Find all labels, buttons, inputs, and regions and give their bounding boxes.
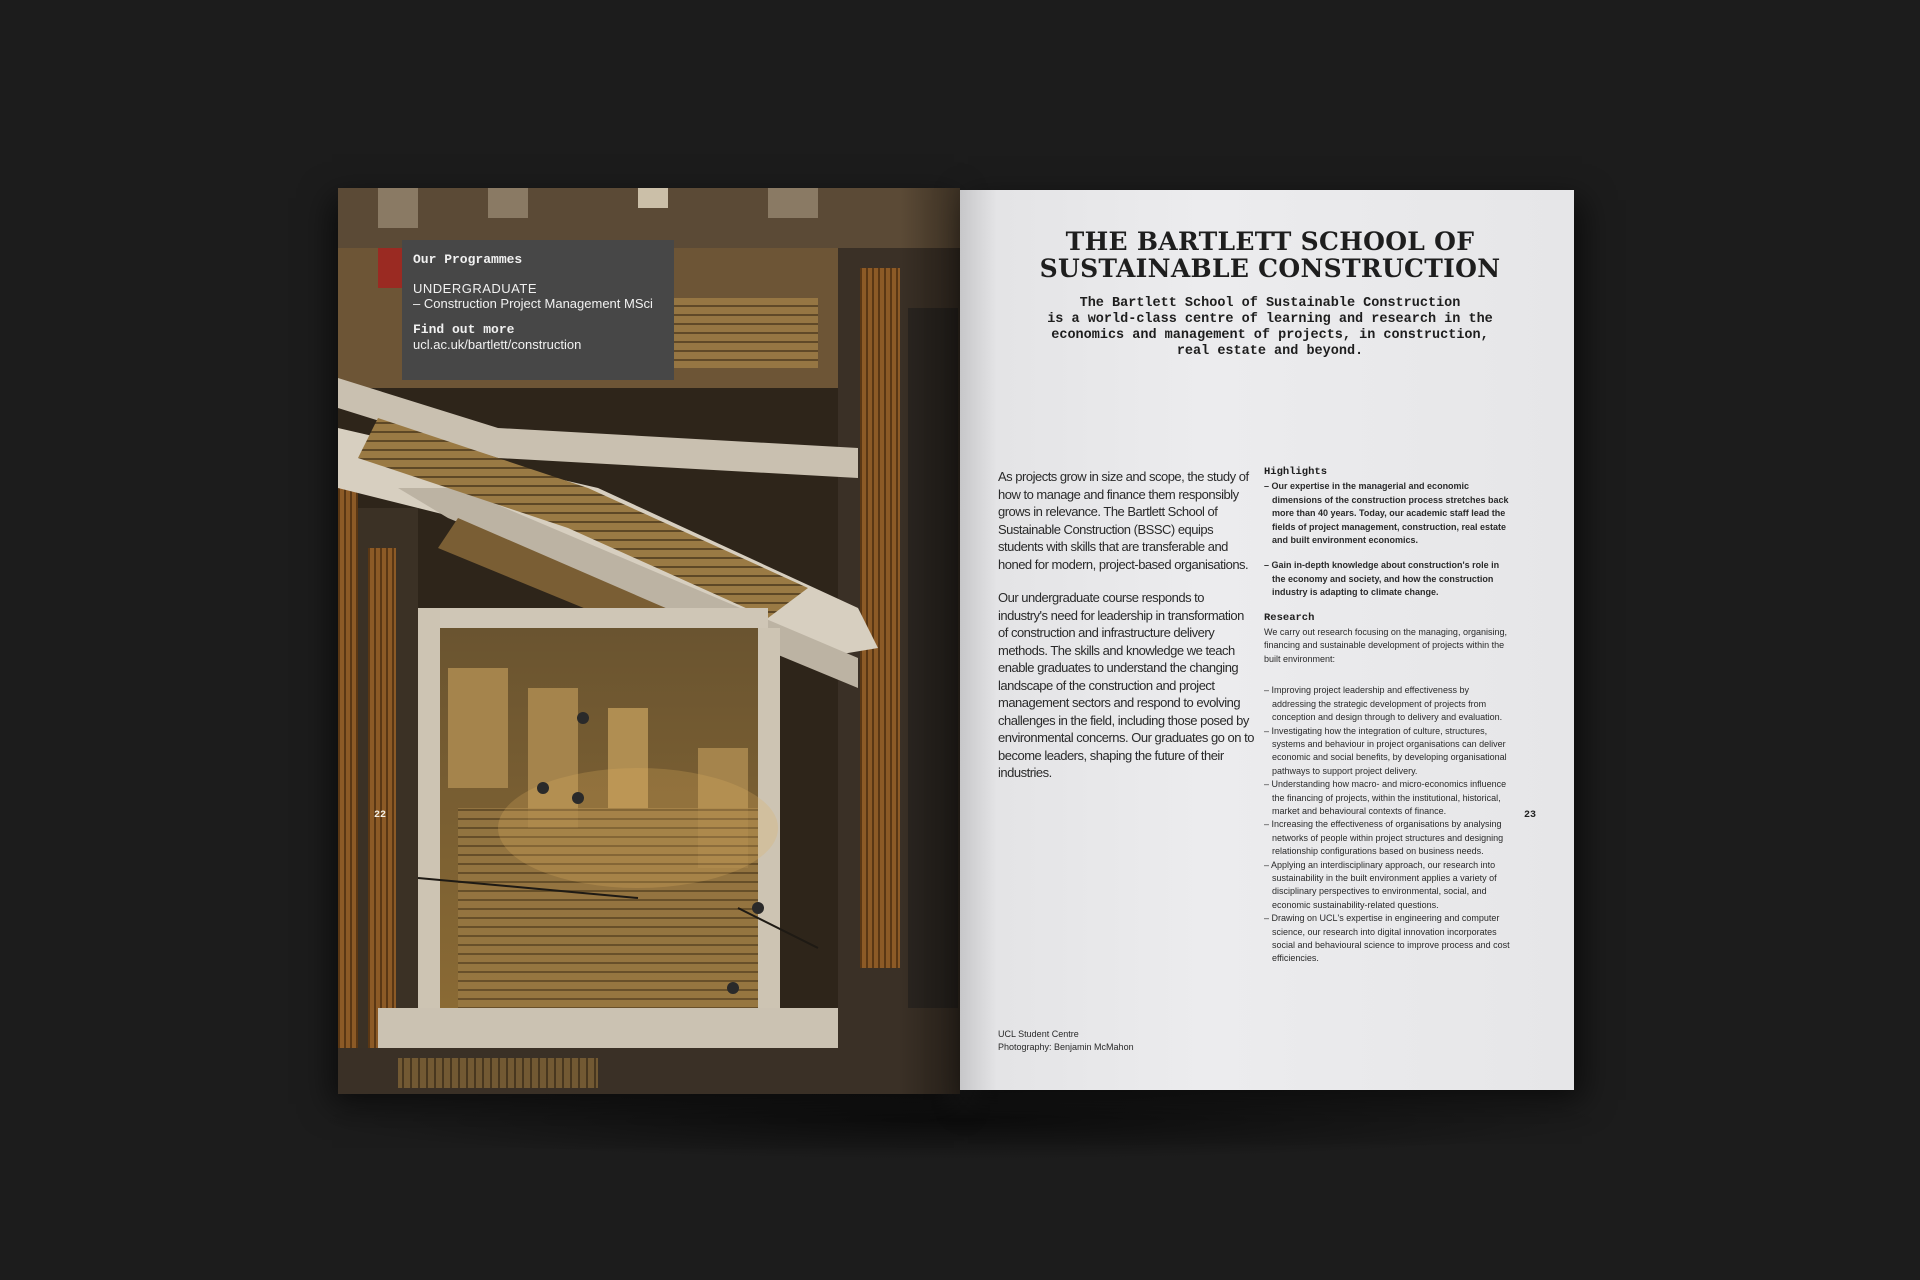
highlights-heading: Highlights: [1264, 466, 1328, 478]
page-number-right: 23: [1523, 810, 1536, 821]
gutter-shadow: [900, 188, 960, 1094]
body-paragraph: As projects grow in size and scope, the study of how to manage and finance them responsibly grows in relevance. The Bartlett School of Sustainable Construction (BSSC) equips students with skills that are transferable and honed for modern, project-based organisations.: [998, 469, 1249, 572]
research-item: – Understanding how macro- and micro-economics influence the financing of projects, within the institutional, historical, market and behavioural contexts of finance.: [1264, 779, 1507, 816]
intro-line: The Bartlett School of Sustainable Construction: [1079, 296, 1461, 311]
intro-line: real estate and beyond.: [1176, 344, 1364, 359]
body-text-column: [998, 468, 1254, 798]
programme-url-link[interactable]: ucl.ac.uk/bartlett/construction: [413, 337, 582, 352]
left-page: [338, 188, 960, 1094]
page-number-left: 22: [374, 810, 387, 821]
page-title: [1020, 228, 1520, 282]
research-item: – Drawing on UCL's expertise in engineering and computer science, our research into digital innovation incorporates social and behavioural science to improve process and cost efficiencies.: [1264, 913, 1510, 964]
title-line-2: SUSTAINABLE CONSTRUCTION: [1039, 254, 1501, 283]
caption-credit: Photography: Benjamin McMahon: [998, 1042, 1134, 1052]
caption-location: UCL Student Centre: [998, 1029, 1079, 1039]
find-out-more-label: Find out more: [413, 322, 515, 337]
title-line-1: THE BARTLETT SCHOOL OF: [1065, 227, 1475, 256]
photo-caption: [998, 1028, 1198, 1054]
research-heading: Research: [1264, 611, 1315, 624]
intro-line: is a world-class centre of learning and research in the: [1047, 312, 1493, 327]
intro-line: economics and management of projects, in construction,: [1051, 328, 1489, 343]
highlights-research-column: [1264, 466, 1512, 966]
programmes-box: [402, 240, 674, 380]
right-page: [960, 190, 1574, 1090]
programmes-title: Our Programmes: [413, 252, 523, 267]
research-item: – Improving project leadership and effectiveness by addressing the strategic development of projects from conception and design through to delivery and evaluation.: [1264, 685, 1503, 723]
highlight-item: – Our expertise in the managerial and economic dimensions of the construction process stretches back more than 40 years. Today, our academic staff lead the fields of project management, construction, real estate and built environment economics.: [1264, 481, 1509, 546]
research-item: – Investigating how the integration of culture, structures, systems and behaviour in project organisations can deliver economic and social benefits, by developing organisational pathways to support project delivery.: [1264, 725, 1507, 776]
programme-course: – Construction Project Management MSci: [413, 296, 653, 311]
research-item: – Increasing the effectiveness of organisations by analysing networks of people within project structures and designing relationship configurations based on business needs.: [1264, 819, 1504, 857]
intro-statement: [1020, 296, 1520, 360]
research-item: – Applying an interdisciplinary approach, our research into sustainability in the built environment applies a variety of disciplinary perspectives to environmental, social, and economic sustainability-related questions.: [1264, 859, 1497, 910]
body-paragraph: Our undergraduate course responds to industry's need for leadership in transformation of construction and infrastructure delivery methods. The skills and knowledge we teach enable graduates to understand the changing landscape of the construction and project management sectors and respond to evolving challenges in the field, including those posed by environmental concerns. Our graduates go on to become leaders, shaping the future of their industries.: [998, 590, 1254, 780]
research-intro: We carry out research focusing on the managing, organising, financing and sustainable development of projects within the built environment:: [1264, 627, 1507, 664]
highlight-item: – Gain in-depth knowledge about construction's role in the economy and society, and how the construction industry is adapting to climate change.: [1264, 560, 1500, 598]
programme-level: UNDERGRADUATE: [413, 281, 537, 296]
